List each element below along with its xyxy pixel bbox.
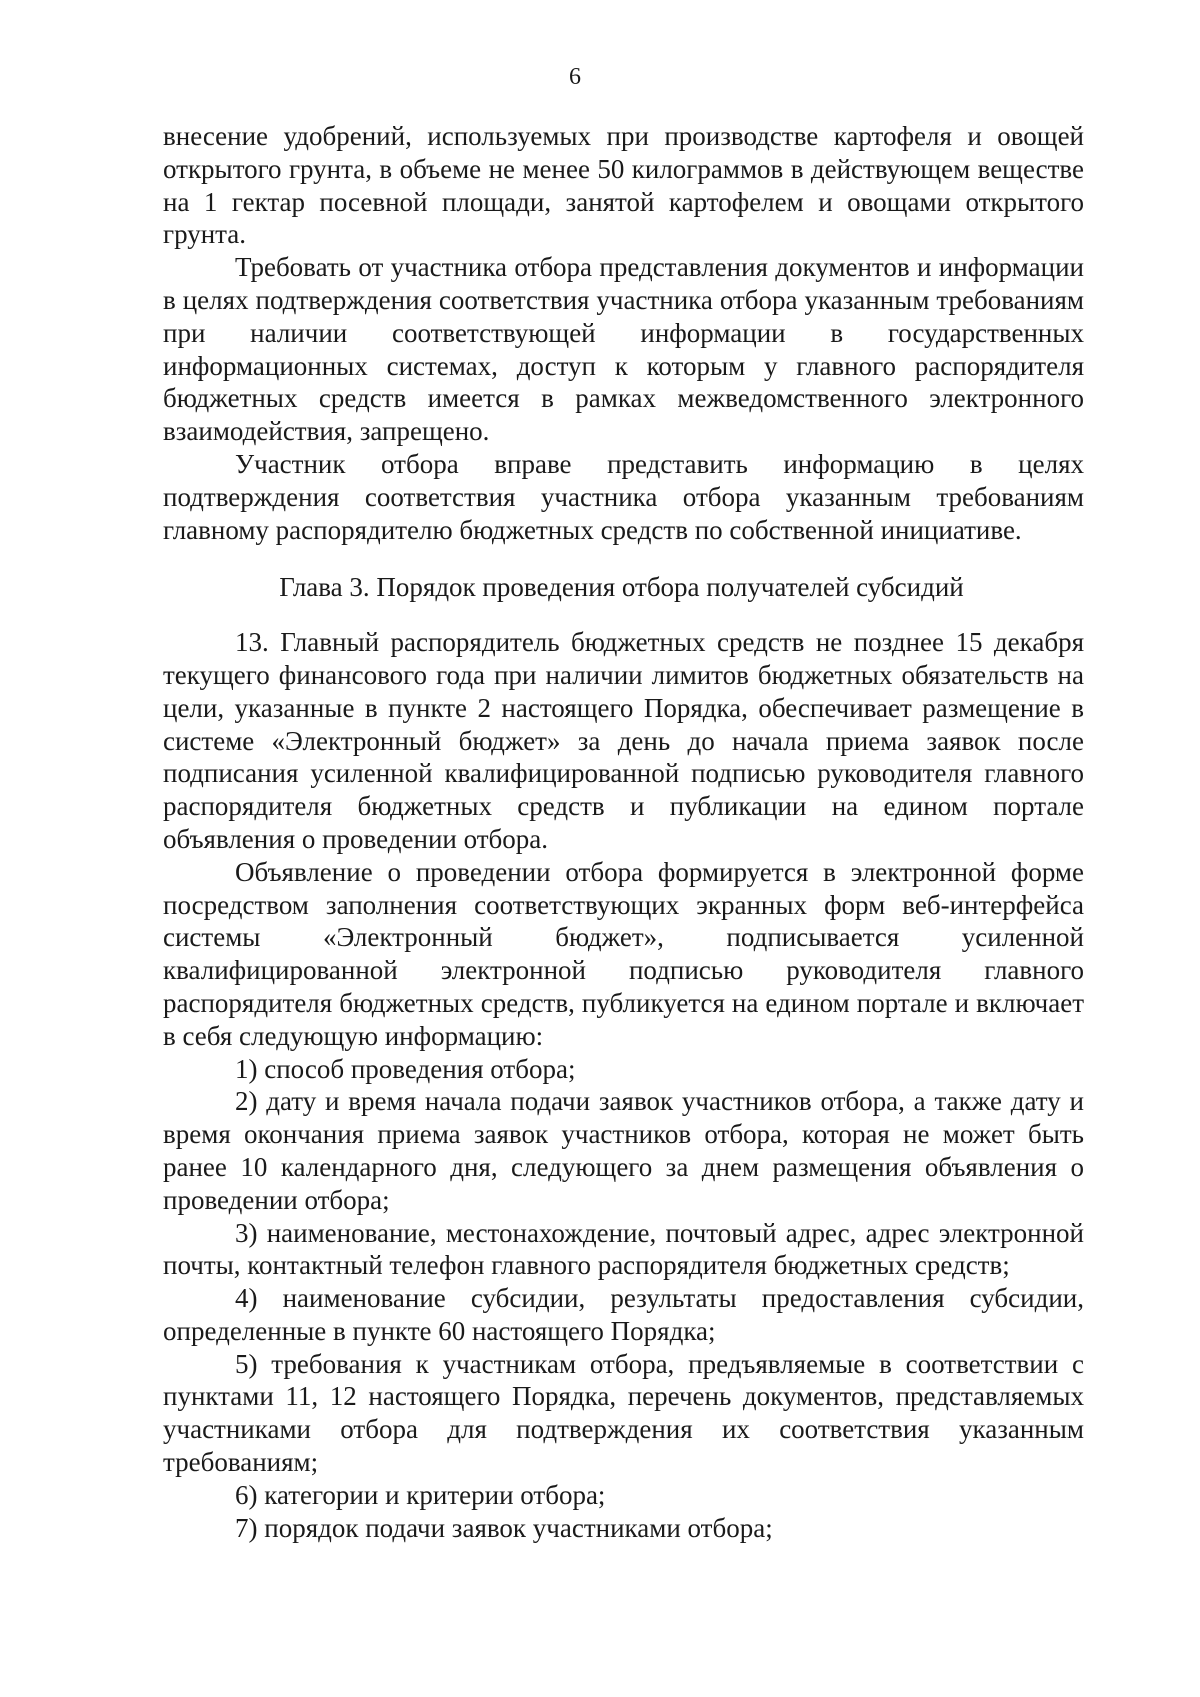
list-item: 2) дату и время начала подачи заявок участников отбора, а также дату и время окончания приема заявок участников отбора, которая не может быть ранее 10 календарного дня, следующего за днем размещения объявления о проведении отбора; (163, 1086, 1084, 1215)
page-number: 6 (569, 64, 581, 90)
paragraph-own-initiative: Участник отбора вправе представить информацию в целях подтверждения соответствия участника отбора указанным требованиям главному распорядителю бюджетных средств по собственной инициативе. (163, 448, 1084, 545)
chapter-title: Глава 3. Порядок проведения отбора получателей субсидий (279, 572, 964, 603)
paragraph-announcement: Объявление о проведении отбора формируется в электронной форме посредством заполнения соответствующих экранных форм веб-интерфейса системы «Электронный бюджет», подписывается усиленной квалифицированной электронной подписью руководителя главного распорядителя бюджетных средств, публикуется на едином портале и включает в себя следующую информацию: (163, 856, 1084, 1051)
list-item: 3) наименование, местонахождение, почтовый адрес, адрес электронной почты, контактный телефон главного распорядителя бюджетных средств; (163, 1217, 1084, 1281)
list-item: 1) способ проведения отбора; (235, 1053, 576, 1084)
document-body (163, 120, 1084, 1544)
paragraph-documents-prohibition: Требовать от участника отбора представления документов и информации в целях подтверждения соответствия участника отбора указанным требованиям при наличии соответствующей информации в государственных информационных системах, доступ к которым у главного распорядителя бюджетных средств имеется в рамках межведомственного электронного взаимодействия, запрещено. (163, 252, 1084, 447)
list-item: 5) требования к участникам отбора, предъявляемые в соответствии с пунктами 11, 12 настоящего Порядка, перечень документов, представляемых участниками отбора для подтверждения их соответствия указанным требованиям; (163, 1348, 1084, 1478)
list-item: 7) порядок подачи заявок участниками отбора; (235, 1512, 773, 1543)
paragraph-13: 13. Главный распорядитель бюджетных средств не позднее 15 декабря текущего финансового года при наличии лимитов бюджетных обязательств на цели, указанные в пункте 2 настоящего Порядка, обеспечивает размещение в системе «Электронный бюджет» за день до начала приема заявок после подписания усиленной квалифицированной подписью руководителя главного распорядителя бюджетных средств и публикации на едином портале объявления о проведении отбора. (163, 627, 1084, 854)
paragraph-fertilizer: внесение удобрений, используемых при производстве картофеля и овощей открытого грунта, в объеме не менее 50 килограммов в действующем веществе на 1 гектар посевной площади, занятой картофелем и овощами открытого грунта. (163, 121, 1084, 250)
list-item: 6) категории и критерии отбора; (235, 1479, 606, 1510)
list-item: 4) наименование субсидии, результаты предоставления субсидии, определенные в пункте 60 настоящего Порядка; (163, 1283, 1084, 1346)
